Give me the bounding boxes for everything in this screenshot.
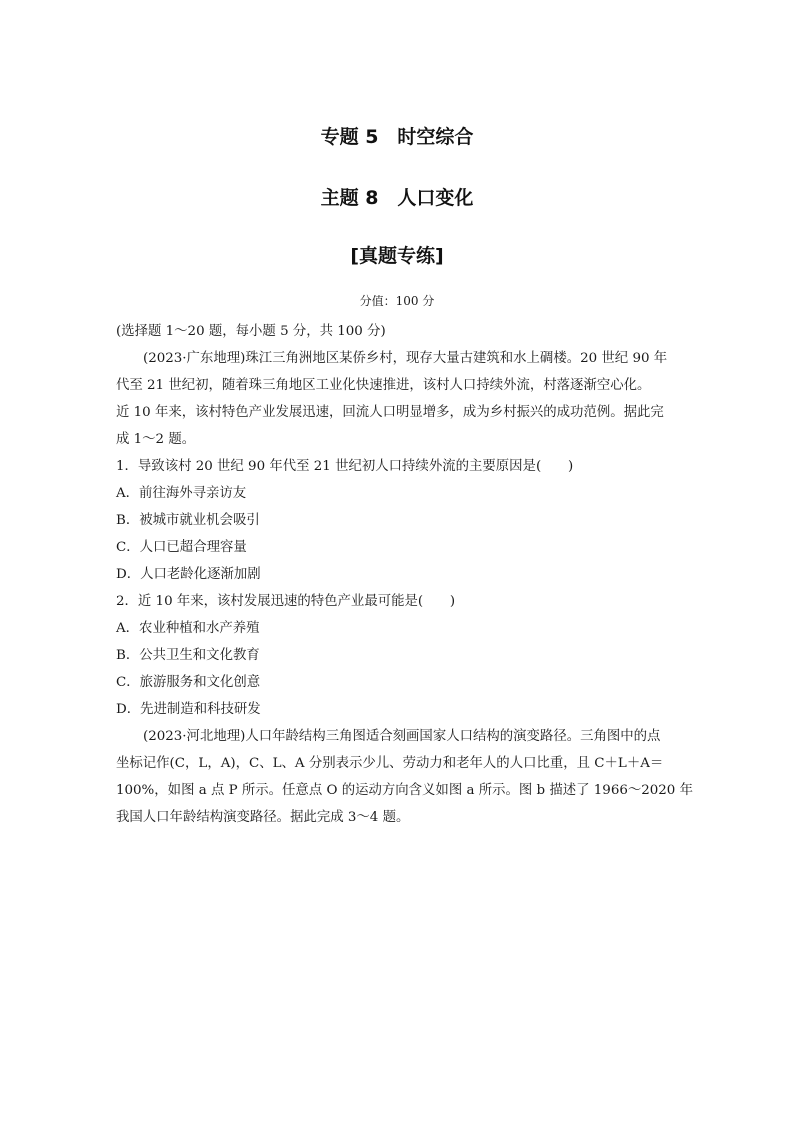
topic-title: 专题 5 时空综合	[320, 126, 474, 148]
question-2	[116, 588, 682, 723]
option-d: D．先进制造和科技研发	[116, 702, 261, 717]
content-body	[116, 318, 693, 831]
passage-2-line: 我国人口年龄结构演变路径。据此完成 3～4 题。	[116, 810, 410, 825]
option-c: C．人口已超合理容量	[116, 540, 247, 555]
option-b: B．被城市就业机会吸引	[116, 513, 260, 528]
option-a: A．农业种植和水产养殖	[116, 621, 260, 636]
passage-2-line: (2023·河北地理)人口年龄结构三角图适合刻画国家人口结构的演变路径。三角图中的点	[143, 729, 661, 744]
question-stem: 1．导致该村 20 世纪 90 年代至 21 世纪初人口持续外流的主要原因是( )	[116, 459, 574, 474]
score-line: 分值：100 分	[359, 294, 435, 308]
question-stem: 2．近 10 年来，该村发展迅速的特色产业最可能是( )	[116, 594, 456, 609]
passage-2-line: 100%，如图 a 点 P 所示。任意点 O 的运动方向含义如图 a 所示。图 b 描述了 1966～2020 年	[116, 783, 693, 798]
passage-2-line: 坐标记作(C，L，A)，C、L、A 分别表示少儿、劳动力和老年人的人口比重，且 C＋L＋A＝	[116, 756, 664, 771]
section-title: [真题专练]	[350, 245, 444, 267]
passage-1-line: 代至 21 世纪初，随着珠三角地区工业化快速推进，该村人口持续外流，村落逐渐空心化。	[116, 378, 651, 393]
passage-1	[116, 345, 682, 453]
question-1	[116, 453, 682, 588]
passage-1-line: 成 1～2 题。	[116, 432, 196, 447]
instructions: (选择题 1～20 题，每小题 5 分，共 100 分)	[116, 324, 386, 339]
passage-1-line: (2023·广东地理)珠江三角洲地区某侨乡村，现存大量古建筑和水上碉楼。20 世纪 90 年	[143, 351, 668, 366]
passage-1-line: 近 10 年来，该村特色产业发展迅速，回流人口明显增多，成为乡村振兴的成功范例。据此完	[116, 405, 664, 420]
subtopic-title: 主题 8 人口变化	[320, 187, 474, 209]
option-b: B．公共卫生和文化教育	[116, 648, 260, 663]
passage-2	[116, 723, 693, 831]
option-d: D．人口老龄化逐渐加剧	[116, 567, 261, 582]
option-c: C．旅游服务和文化创意	[116, 675, 261, 690]
option-a: A．前往海外寻亲访友	[116, 486, 247, 501]
